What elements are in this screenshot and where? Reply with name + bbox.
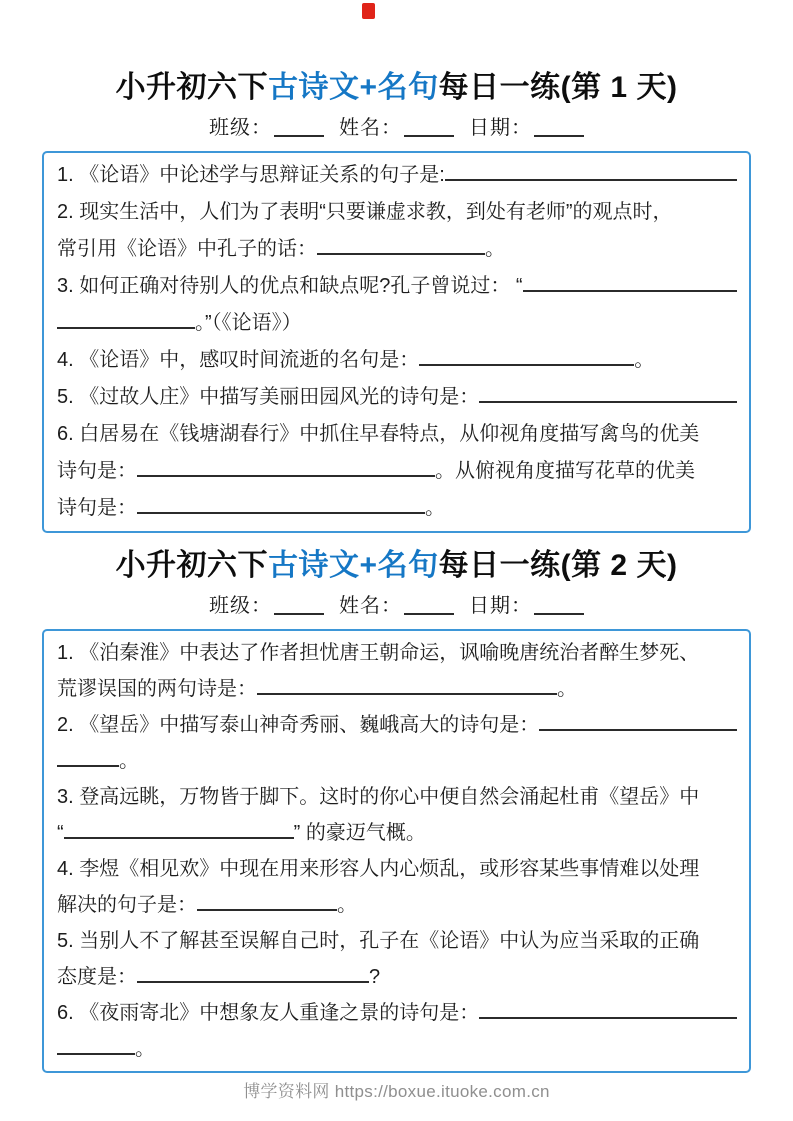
info-blank[interactable] — [534, 123, 584, 137]
question-line — [57, 379, 740, 416]
question-text: 。从俯视角度描写花草的优美 — [435, 460, 695, 482]
question-text: 荒谬误国的两句诗是： — [57, 678, 257, 700]
question-box — [42, 629, 751, 1073]
answer-blank[interactable] — [479, 997, 737, 1019]
question-text: 。 — [425, 497, 445, 519]
info-blank[interactable] — [534, 601, 584, 615]
answer-blank[interactable] — [317, 233, 485, 255]
question-line — [57, 959, 740, 995]
title-suffix: 每日一练(第 2 天) — [438, 549, 678, 582]
info-label: 日期： — [469, 595, 532, 617]
question-text: 2. 现实生活中，人们为了表明“只要谦虚求教，到处有老师”的观点时， — [57, 201, 673, 223]
question-line — [57, 157, 740, 194]
student-info-line — [0, 115, 793, 141]
info-group — [339, 595, 469, 617]
question-text: ” 的豪迈气概。 — [293, 822, 426, 844]
info-blank[interactable] — [274, 601, 324, 615]
info-label: 班级： — [209, 117, 272, 139]
info-blank[interactable] — [404, 601, 454, 615]
question-text: 。”（《论语》） — [195, 312, 302, 334]
question-text: ? — [369, 966, 381, 988]
question-box — [42, 151, 751, 533]
question-text: 诗句是： — [57, 497, 137, 519]
answer-blank[interactable] — [57, 1033, 135, 1055]
question-text: 常引用《论语》中孔子的话： — [57, 238, 317, 260]
question-line — [57, 194, 740, 231]
question-line — [57, 743, 740, 779]
info-group — [469, 117, 584, 139]
question-text: “ — [57, 822, 64, 844]
question-text: 2. 《望岳》中描写泰山神奇秀丽、巍峨高大的诗句是： — [57, 714, 540, 736]
question-text: 。 — [337, 894, 357, 916]
question-text: 3. 如何正确对待别人的优点和缺点呢?孔子曾说过： “ — [57, 275, 523, 297]
question-line — [57, 815, 740, 851]
info-label: 姓名： — [339, 595, 402, 617]
info-group — [209, 117, 339, 139]
page-title — [0, 0, 793, 106]
title-highlight: 古诗文+名句 — [268, 549, 439, 582]
answer-blank[interactable] — [419, 344, 634, 366]
question-line — [57, 779, 740, 815]
answer-blank[interactable] — [64, 817, 294, 839]
question-text: 6. 《夜雨寄北》中想象友人重逢之景的诗句是： — [57, 1002, 480, 1024]
answer-blank[interactable] — [137, 492, 425, 514]
info-blank[interactable] — [404, 123, 454, 137]
info-group — [209, 595, 339, 617]
answer-blank[interactable] — [523, 270, 737, 292]
question-text: 4. 李煜《相见欢》中现在用来形容人内心烦乱，或形容某些事情难以处理 — [57, 858, 700, 880]
question-text: 1. 《泊秦淮》中表达了作者担忧唐王朝命运，讽喻晚唐统治者醉生梦死、 — [57, 642, 700, 664]
answer-blank[interactable] — [197, 889, 337, 911]
question-text: 。 — [634, 349, 655, 371]
red-logo-mark — [362, 3, 375, 19]
answer-blank[interactable] — [137, 961, 369, 983]
info-label: 日期： — [469, 117, 532, 139]
question-line — [57, 671, 740, 707]
question-text: 5. 《过故人庄》中描写美丽田园风光的诗句是： — [57, 386, 480, 408]
question-line — [57, 923, 740, 959]
info-blank[interactable] — [274, 123, 324, 137]
page-title — [0, 533, 793, 584]
answer-blank[interactable] — [539, 709, 737, 731]
question-line — [57, 342, 740, 379]
question-text: 5. 当别人不了解甚至误解自己时，孔子在《论语》中认为应当采取的正确 — [57, 930, 700, 952]
question-text: 。 — [135, 1038, 155, 1060]
question-text: 解决的句子是： — [57, 894, 197, 916]
question-line — [57, 851, 740, 887]
answer-blank[interactable] — [445, 159, 737, 181]
answer-blank[interactable] — [257, 673, 557, 695]
question-line — [57, 305, 740, 342]
question-line — [57, 490, 740, 527]
question-line — [57, 231, 740, 268]
info-group — [339, 117, 469, 139]
question-text: 1. 《论语》中论述学与思辩证关系的句子是: — [57, 164, 445, 186]
question-text: 。 — [557, 678, 577, 700]
title-prefix: 小升初六下 — [115, 71, 269, 104]
info-label: 姓名： — [339, 117, 402, 139]
question-line — [57, 1031, 740, 1067]
info-group — [469, 595, 584, 617]
student-info-line — [0, 593, 793, 619]
question-text: 3. 登高远眺，万物皆于脚下。这时的你心中便自然会涌起杜甫《望岳》中 — [57, 786, 700, 808]
title-suffix: 每日一练(第 1 天) — [438, 71, 678, 104]
answer-blank[interactable] — [137, 455, 435, 477]
question-line — [57, 453, 740, 490]
question-text: 。 — [485, 238, 505, 260]
question-line — [57, 707, 740, 743]
question-line — [57, 416, 740, 453]
title-highlight: 古诗文+名句 — [268, 71, 439, 104]
question-text: 态度是： — [57, 966, 137, 988]
question-text: 。 — [119, 750, 139, 772]
question-text: 4. 《论语》中，感叹时间流逝的名句是： — [57, 349, 420, 371]
day-1-section — [0, 0, 793, 533]
answer-blank[interactable] — [57, 745, 119, 767]
answer-blank[interactable] — [57, 307, 195, 329]
question-line — [57, 995, 740, 1031]
question-text: 6. 白居易在《钱塘湖春行》中抓住早春特点，从仰视角度描写禽鸟的优美 — [57, 423, 700, 445]
day-2-section — [0, 533, 793, 1073]
footer-source-link[interactable]: 博学资料网 https://boxue.ituoke.com.cn — [243, 1082, 550, 1101]
question-line — [57, 635, 740, 671]
title-prefix: 小升初六下 — [115, 549, 269, 582]
answer-blank[interactable] — [479, 381, 737, 403]
question-line — [57, 887, 740, 923]
info-label: 班级： — [209, 595, 272, 617]
question-line — [57, 268, 740, 305]
question-text: 诗句是： — [57, 460, 137, 482]
